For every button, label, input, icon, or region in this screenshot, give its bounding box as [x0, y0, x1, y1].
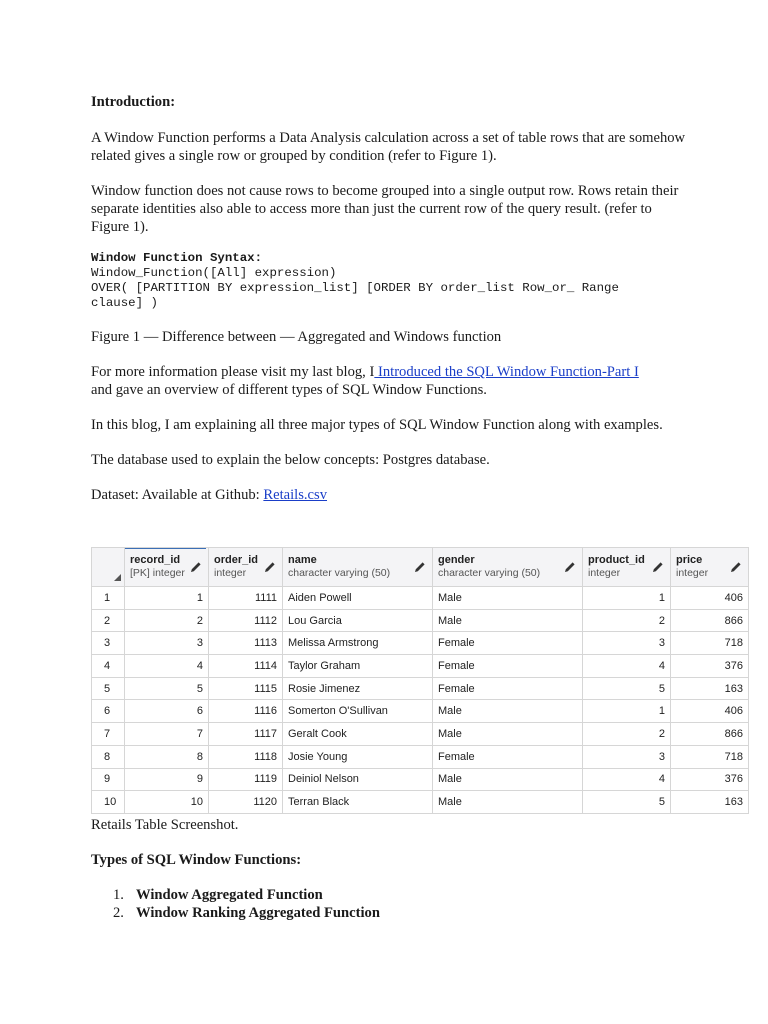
intro-heading: Introduction:	[91, 94, 176, 110]
table-cell[interactable]: Melissa Armstrong	[283, 632, 433, 655]
column-type: [PK] integer	[130, 567, 185, 579]
row-number-cell[interactable]: 8	[92, 745, 125, 768]
syntax-title: Window Function Syntax:	[91, 251, 263, 265]
table-cell[interactable]: 4	[583, 768, 671, 791]
dataset-paragraph	[91, 486, 691, 504]
row-number-cell[interactable]: 4	[92, 655, 125, 678]
column-header-gender[interactable]	[433, 548, 583, 587]
column-name: record_id	[130, 554, 181, 566]
table-cell[interactable]: 163	[671, 677, 749, 700]
table-cell[interactable]: 718	[671, 632, 749, 655]
syntax-line-1: Window_Function([All] expression)	[91, 266, 337, 280]
table-cell[interactable]: Male	[433, 723, 583, 746]
intro-paragraph-2: Window function does not cause rows to become grouped into a single output row. Rows retain their separate identities also able to access more than just the current row of the query result. (refer to Figure 1).	[91, 183, 679, 235]
table-cell[interactable]: Female	[433, 745, 583, 768]
table-body	[92, 587, 749, 814]
row-number-cell[interactable]: 5	[92, 677, 125, 700]
column-type: character varying (50)	[438, 567, 541, 579]
column-type: integer	[214, 567, 247, 579]
document-body	[91, 93, 691, 521]
table-cell[interactable]: 2	[583, 723, 671, 746]
dataset-prefix: Dataset: Available at Github:	[91, 487, 264, 503]
table-row[interactable]	[92, 700, 749, 723]
pencil-icon[interactable]	[264, 561, 276, 573]
table-cell[interactable]: 1111	[209, 587, 283, 610]
table-row[interactable]	[92, 655, 749, 678]
row-number-cell[interactable]: 1	[92, 587, 125, 610]
table-row[interactable]	[92, 677, 749, 700]
row-number-cell[interactable]: 6	[92, 700, 125, 723]
retails-csv-link[interactable]: Retails.csv	[263, 487, 328, 503]
column-header-price[interactable]	[671, 548, 749, 587]
types-list	[91, 886, 691, 922]
table-row[interactable]	[92, 609, 749, 632]
table-cell[interactable]: 2	[125, 609, 209, 632]
table-cell[interactable]: Deiniol Nelson	[283, 768, 433, 791]
row-number-cell[interactable]: 3	[92, 632, 125, 655]
table-cell[interactable]: Josie Young	[283, 745, 433, 768]
table-cell[interactable]: Male	[433, 700, 583, 723]
table-cell[interactable]: 1116	[209, 700, 283, 723]
table-cell[interactable]: Taylor Graham	[283, 655, 433, 678]
table-cell[interactable]: Terran Black	[283, 791, 433, 814]
column-header-record-id[interactable]	[125, 548, 209, 587]
table-cell[interactable]: 1	[583, 587, 671, 610]
table-cell[interactable]: 10	[125, 791, 209, 814]
table-cell[interactable]: 1114	[209, 655, 283, 678]
table-row[interactable]	[92, 723, 749, 746]
table-cell[interactable]: Somerton O'Sullivan	[283, 700, 433, 723]
row-number-cell[interactable]: 9	[92, 768, 125, 791]
table-cell[interactable]: 718	[671, 745, 749, 768]
table-cell[interactable]: 406	[671, 587, 749, 610]
table-cell[interactable]: 1	[125, 587, 209, 610]
list-item-number: 1.	[113, 887, 124, 903]
column-type: character varying (50)	[288, 567, 391, 579]
list-item	[91, 904, 691, 922]
table-cell[interactable]: 866	[671, 723, 749, 746]
row-number-cell[interactable]: 7	[92, 723, 125, 746]
table-cell[interactable]: 1112	[209, 609, 283, 632]
table-cell[interactable]: 4	[583, 655, 671, 678]
table-cell[interactable]: Female	[433, 632, 583, 655]
column-type: integer	[676, 567, 709, 579]
table-cell[interactable]: 1119	[209, 768, 283, 791]
table-row[interactable]	[92, 632, 749, 655]
table-cell[interactable]: 1120	[209, 791, 283, 814]
table-cell[interactable]: 163	[671, 791, 749, 814]
column-name: price	[676, 554, 703, 566]
table-row[interactable]	[92, 791, 749, 814]
list-item-label: Window Aggregated Function	[136, 887, 323, 903]
column-header-product-id[interactable]	[583, 548, 671, 587]
table-cell[interactable]: 2	[583, 609, 671, 632]
table-row[interactable]	[92, 587, 749, 610]
intro-paragraph-1: A Window Function performs a Data Analysis calculation across a set of table rows that are somehow related gives a single row or grouped by condition (refer to Figure 1).	[91, 130, 686, 164]
syntax-line-2: OVER( [PARTITION BY expression_list] [ORDER BY order_list Row_or_ Range	[91, 281, 619, 295]
table-header-row	[92, 548, 749, 587]
table-cell[interactable]: 3	[583, 632, 671, 655]
column-name: order_id	[214, 554, 259, 566]
retails-table	[91, 547, 749, 814]
column-name: name	[288, 554, 317, 566]
list-item	[91, 886, 691, 904]
row-number-cell[interactable]: 2	[92, 609, 125, 632]
more-info-prefix: For more information please visit my last blog, I	[91, 364, 375, 380]
syntax-line-3: clause] )	[91, 296, 158, 310]
row-number-cell[interactable]: 10	[92, 791, 125, 814]
table-cell[interactable]: 1	[583, 700, 671, 723]
table-cell[interactable]: 9	[125, 768, 209, 791]
table-cell[interactable]: 1117	[209, 723, 283, 746]
table-cell[interactable]: 376	[671, 768, 749, 791]
table-cell[interactable]: Aiden Powell	[283, 587, 433, 610]
row-number-header	[92, 548, 125, 587]
pencil-icon[interactable]	[564, 561, 576, 573]
pencil-icon[interactable]	[652, 561, 664, 573]
table-cell[interactable]: 8	[125, 745, 209, 768]
document-body-continued	[91, 816, 691, 922]
column-header-name[interactable]	[283, 548, 433, 587]
table-cell[interactable]: 1115	[209, 677, 283, 700]
table-cell[interactable]: 5	[125, 677, 209, 700]
types-heading: Types of SQL Window Functions:	[91, 852, 302, 868]
table-row[interactable]	[92, 745, 749, 768]
column-type: integer	[588, 567, 621, 579]
table-cell[interactable]: Rosie Jimenez	[283, 677, 433, 700]
database-paragraph: The database used to explain the below concepts: Postgres database.	[91, 452, 490, 468]
list-item-number: 2.	[113, 905, 124, 921]
table-cell[interactable]: Female	[433, 677, 583, 700]
sort-corner-icon	[114, 574, 121, 581]
more-info-paragraph	[91, 363, 691, 399]
table-cell[interactable]: Female	[433, 655, 583, 678]
selected-column-accent	[125, 548, 207, 550]
table-cell[interactable]: Male	[433, 791, 583, 814]
column-name: gender	[438, 554, 475, 566]
table-cell[interactable]: 1113	[209, 632, 283, 655]
table-cell[interactable]: Male	[433, 768, 583, 791]
column-name: product_id	[588, 554, 645, 566]
pencil-icon[interactable]	[414, 561, 426, 573]
table-cell[interactable]: 6	[125, 700, 209, 723]
table-cell[interactable]: Geralt Cook	[283, 723, 433, 746]
table-cell[interactable]: 7	[125, 723, 209, 746]
table-cell[interactable]: Male	[433, 609, 583, 632]
table-cell[interactable]: 1118	[209, 745, 283, 768]
table-cell[interactable]: 376	[671, 655, 749, 678]
table-cell[interactable]: 3	[583, 745, 671, 768]
figure-caption: Figure 1 — Difference between — Aggregated and Windows function	[91, 329, 502, 345]
more-info-suffix: and gave an overview of different types of SQL Window Functions.	[91, 382, 487, 398]
column-header-order-id[interactable]	[209, 548, 283, 587]
pencil-icon[interactable]	[190, 561, 202, 573]
table-cell[interactable]: 5	[583, 791, 671, 814]
blog-part-1-link[interactable]: Introduced the SQL Window Function-Part I	[374, 364, 639, 380]
table-cell[interactable]: 5	[583, 677, 671, 700]
pencil-icon[interactable]	[730, 561, 742, 573]
table-caption: Retails Table Screenshot.	[91, 817, 239, 833]
table-row[interactable]	[92, 768, 749, 791]
table-cell[interactable]: Male	[433, 587, 583, 610]
syntax-code-block	[91, 251, 691, 311]
table-cell[interactable]: 406	[671, 700, 749, 723]
table-cell[interactable]: 866	[671, 609, 749, 632]
table-cell[interactable]: 4	[125, 655, 209, 678]
table-cell[interactable]: Lou Garcia	[283, 609, 433, 632]
table-cell[interactable]: 3	[125, 632, 209, 655]
list-item-label: Window Ranking Aggregated Function	[136, 905, 380, 921]
blog-paragraph: In this blog, I am explaining all three major types of SQL Window Function along with examples.	[91, 417, 663, 433]
